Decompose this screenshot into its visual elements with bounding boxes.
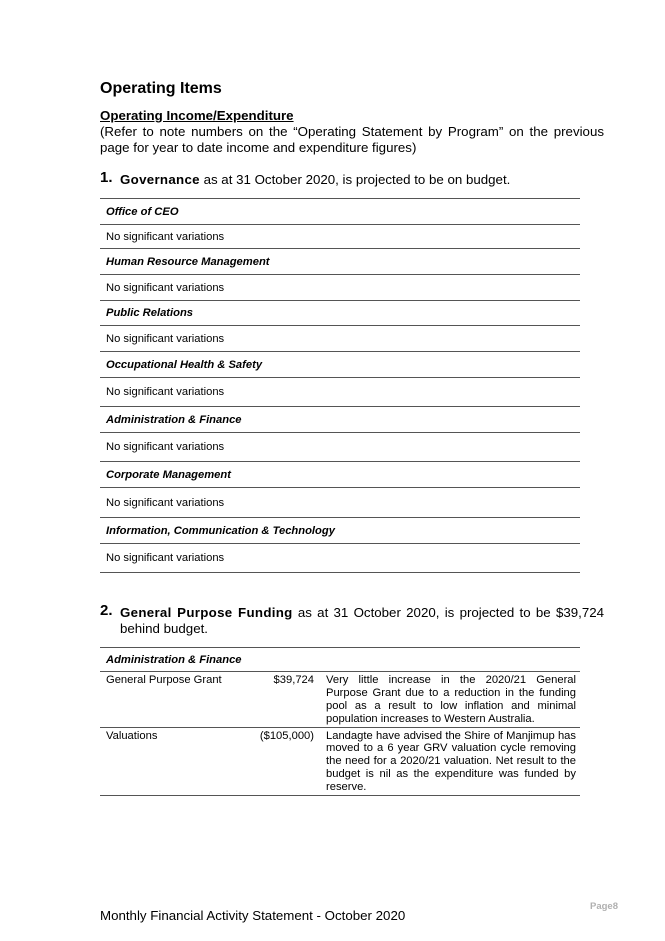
intro-paragraph: (Refer to note numbers on the “Operating Statement by Program” on the previous page for year to date income and expenditure figures) xyxy=(100,124,604,155)
general-purpose-funding-table xyxy=(100,647,580,796)
item-general-purpose-funding xyxy=(100,602,605,637)
program-header: Occupational Health & Safety xyxy=(100,352,580,378)
table-row xyxy=(100,225,580,249)
variation-item: Valuations xyxy=(100,727,242,796)
table-row xyxy=(100,648,580,672)
variation-note: No significant variations xyxy=(100,544,580,573)
variation-note: No significant variations xyxy=(100,326,580,352)
table-row xyxy=(100,671,580,727)
variation-note: No significant variations xyxy=(100,225,580,249)
program-header: Information, Communication & Technology xyxy=(100,518,580,544)
table-row xyxy=(100,544,580,573)
variation-amount: ($105,000) xyxy=(242,727,316,796)
table-row xyxy=(100,249,580,275)
table-row xyxy=(100,433,580,462)
item-title: General Purpose Funding xyxy=(120,605,293,620)
variation-comment: Landagte have advised the Shire of Manjimup has moved to a 6 year GRV valuation cycle removing the need for a 2020/21 valuation. Net result to the budget is nil as the expenditure was funded by reserve. xyxy=(316,727,580,796)
table-row xyxy=(100,301,580,326)
governance-variations-table xyxy=(100,198,580,573)
page-footer: Monthly Financial Activity Statement - October 2020 xyxy=(100,908,406,923)
program-header: Administration & Finance xyxy=(100,648,580,672)
table-row xyxy=(100,326,580,352)
table-row xyxy=(100,407,580,433)
item-text xyxy=(120,172,604,188)
program-header: Human Resource Management xyxy=(100,249,580,275)
item-text xyxy=(120,605,604,637)
variation-amount: $39,724 xyxy=(242,671,316,727)
variation-note: No significant variations xyxy=(100,378,580,407)
table-row xyxy=(100,462,580,488)
variation-note: No significant variations xyxy=(100,433,580,462)
variation-note: No significant variations xyxy=(100,275,580,301)
variation-comment: Very little increase in the 2020/21 General Purpose Grant due to a reduction in the funding pool as a result to low inflation and minimal population increases to Western Australia. xyxy=(316,671,580,727)
item-title: Governance xyxy=(120,172,200,187)
table-row xyxy=(100,199,580,225)
table-row xyxy=(100,378,580,407)
item-description: as at 31 October 2020, is projected to be on budget. xyxy=(199,172,511,187)
variation-item: General Purpose Grant xyxy=(100,671,242,727)
table-row xyxy=(100,727,580,796)
item-number: 2. xyxy=(100,602,113,619)
table-row xyxy=(100,352,580,378)
program-header: Administration & Finance xyxy=(100,407,580,433)
section-heading: Operating Items xyxy=(100,80,222,97)
table-row xyxy=(100,518,580,544)
table-row xyxy=(100,488,580,518)
item-description: as at 31 October 2020, is projected to be $39,724 behind budget. xyxy=(120,605,605,636)
page-number: Page8 xyxy=(590,901,618,912)
program-header: Public Relations xyxy=(100,301,580,326)
subsection-heading: Operating Income/Expenditure xyxy=(100,108,294,123)
table-row xyxy=(100,275,580,301)
item-number: 1. xyxy=(100,169,113,186)
program-header: Corporate Management xyxy=(100,462,580,488)
program-header: Office of CEO xyxy=(100,199,580,225)
item-governance xyxy=(100,169,604,188)
variation-note: No significant variations xyxy=(100,488,580,518)
